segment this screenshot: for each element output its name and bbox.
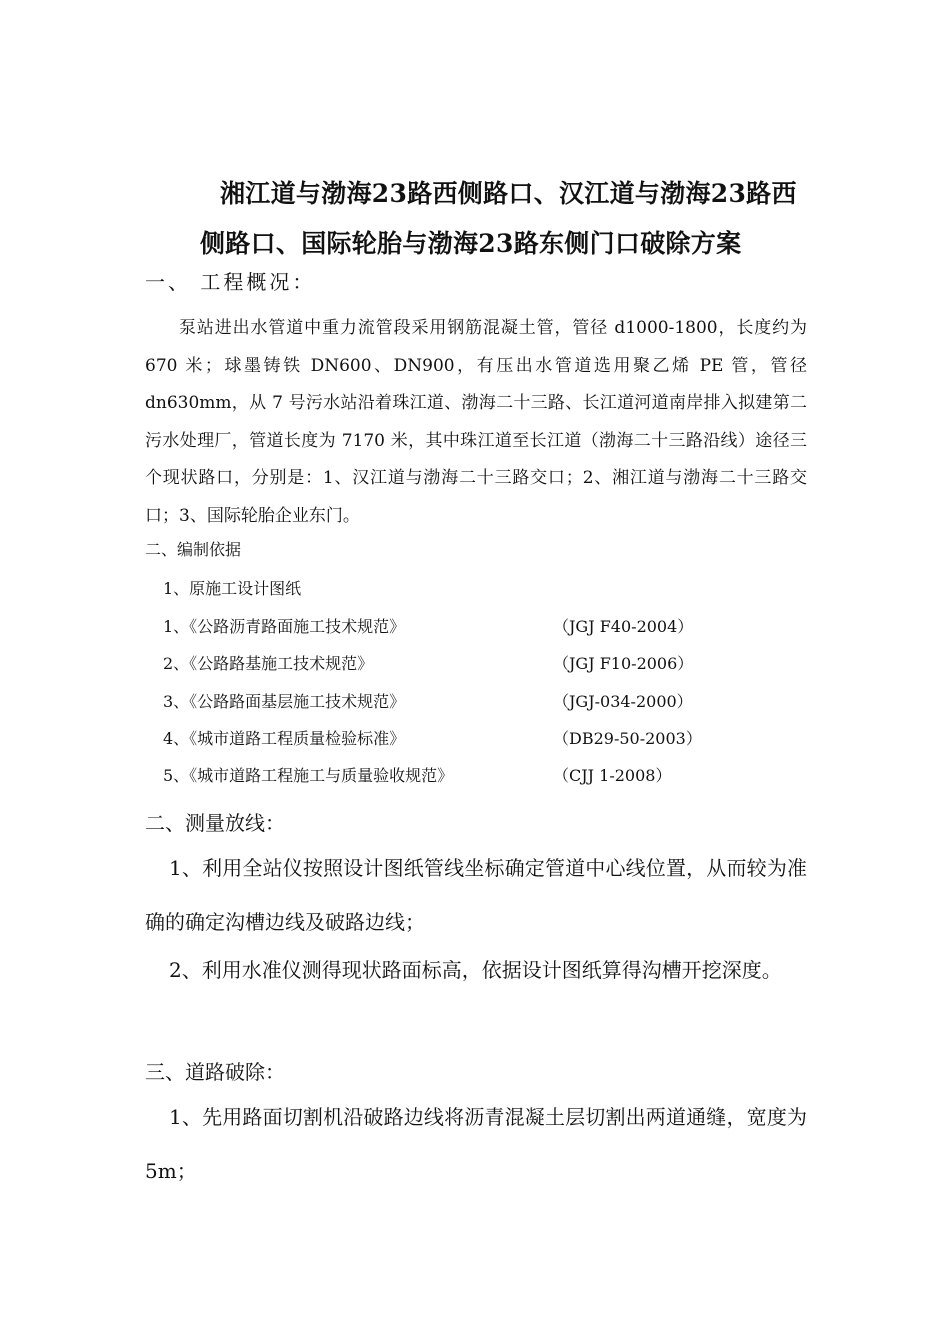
basis-item-name: 2、《公路路基施工技术规范》	[163, 654, 374, 673]
section-heading-basis: 二、编制依据	[145, 540, 242, 559]
basis-item-name: 3、《公路路面基层施工技术规范》	[163, 692, 406, 711]
basis-item-code: （JGJ F40-2004）	[553, 617, 694, 636]
section-heading-survey: 二、测量放线：	[145, 811, 285, 835]
basis-item-name: 1、原施工设计图纸	[163, 579, 302, 598]
section-heading-demolition: 三、道路破除：	[145, 1060, 285, 1084]
basis-item-name: 5、《城市道路工程施工与质量验收规范》	[163, 766, 454, 785]
overview-paragraph: 泵站进出水管道中重力流管段采用钢筋混凝土管，管径 d1000-1800，长度约为 670 米；球墨铸铁 DN600、DN900，有压出水管道选用聚乙烯 PE 管，管径 dn630mm，从 7 号污水站沿着珠江道、渤海二十三路、长江道河道南岸排入拟建第二污水处理厂，管道长度为 7170 米，其中珠江道至长江道（渤海二十三路沿线）途径三个现状路口，分别是：1、汉江道与渤海二十三路交口；2、湘江道与渤海二十三路交口；3、国际轮胎企业东门。	[145, 318, 807, 526]
survey-paragraph-1: 1、利用全站仪按照设计图纸管线坐标确定管道中心线位置，从而较为准确的确定沟槽边线及破路边线；	[145, 856, 807, 934]
demolition-paragraph-1: 1、先用路面切割机沿破路边线将沥青混凝土层切割出两道通缝，宽度为5m；	[145, 1105, 807, 1183]
section-heading-overview: 一、 工程概况：	[145, 270, 316, 294]
survey-paragraph-2: 2、利用水准仪测得现状路面标高，依据设计图纸算得沟槽开挖深度。	[169, 958, 782, 982]
basis-item-code: （JGJ F10-2006）	[553, 654, 694, 673]
basis-item-code: （DB29-50-2003）	[553, 729, 702, 748]
basis-item-code: （JGJ-034-2000）	[553, 692, 693, 711]
basis-item-code: （CJJ 1-2008）	[553, 766, 672, 785]
document-title-line-1: 湘江道与渤海23路西侧路口、汉江道与渤海23路西	[220, 179, 797, 208]
basis-item-name: 1、《公路沥青路面施工技术规范》	[163, 617, 406, 636]
basis-item-name: 4、《城市道路工程质量检验标准》	[163, 729, 406, 748]
document-title-line-2: 侧路口、国际轮胎与渤海23路东侧门口破除方案	[200, 229, 742, 258]
